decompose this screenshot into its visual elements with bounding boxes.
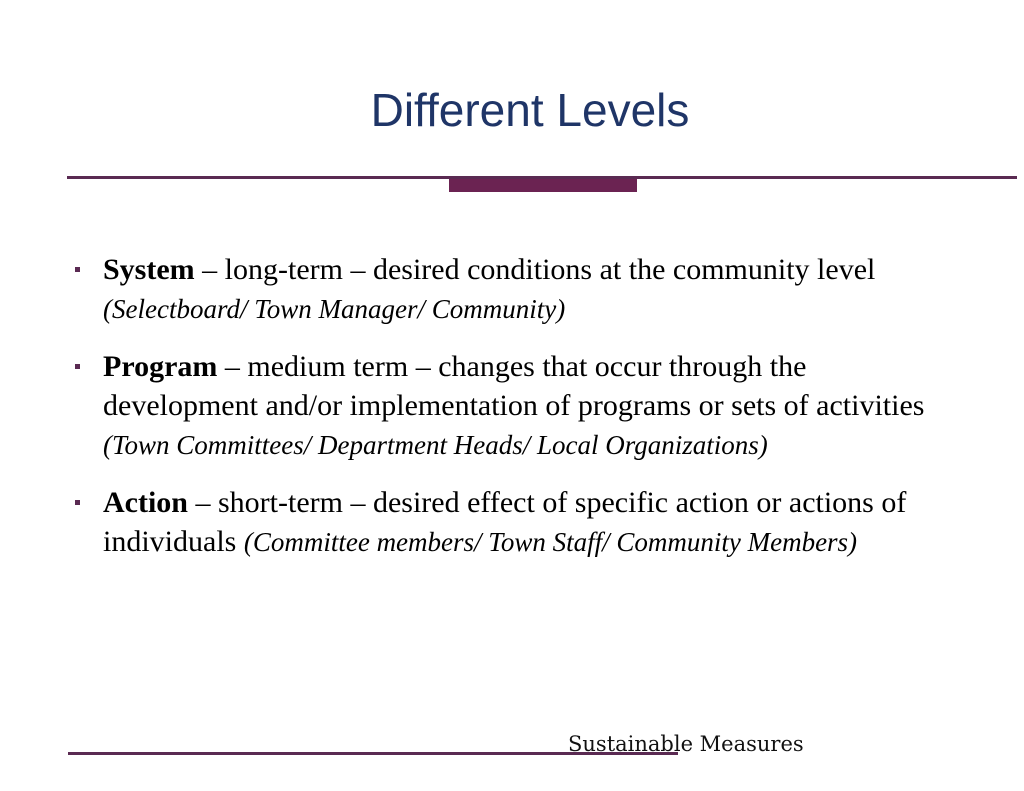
bullet-term: System: [103, 253, 195, 286]
bullet-note: (Selectboard/ Town Manager/ Community): [103, 294, 566, 324]
bullet-system: [75, 250, 965, 329]
slide-title: Different Levels: [370, 84, 690, 136]
bullet-program: [75, 347, 965, 465]
bullet-note: (Committee members/ Town Staff/ Community Members): [243, 527, 858, 557]
bullet-list: [75, 250, 965, 580]
accent-bar: [449, 179, 637, 192]
bullet-text: – short-term – desired effect of specific action or actions of individuals: [103, 486, 907, 558]
square-bullet-icon: [75, 364, 80, 369]
bullet-text: – medium term – changes that occur through the development and/or implementation of programs or sets of activities: [103, 350, 925, 422]
footer-brand: Sustainable Measures: [568, 732, 804, 756]
bullet-action: [75, 483, 965, 562]
square-bullet-icon: [75, 500, 80, 505]
bullet-term: Program: [103, 350, 218, 383]
square-bullet-icon: [75, 267, 80, 272]
bullet-term: Action: [103, 486, 188, 519]
bullet-note: (Town Committees/ Department Heads/ Local Organizations): [103, 430, 768, 460]
bullet-text: – long-term – desired conditions at the community level: [194, 253, 876, 286]
